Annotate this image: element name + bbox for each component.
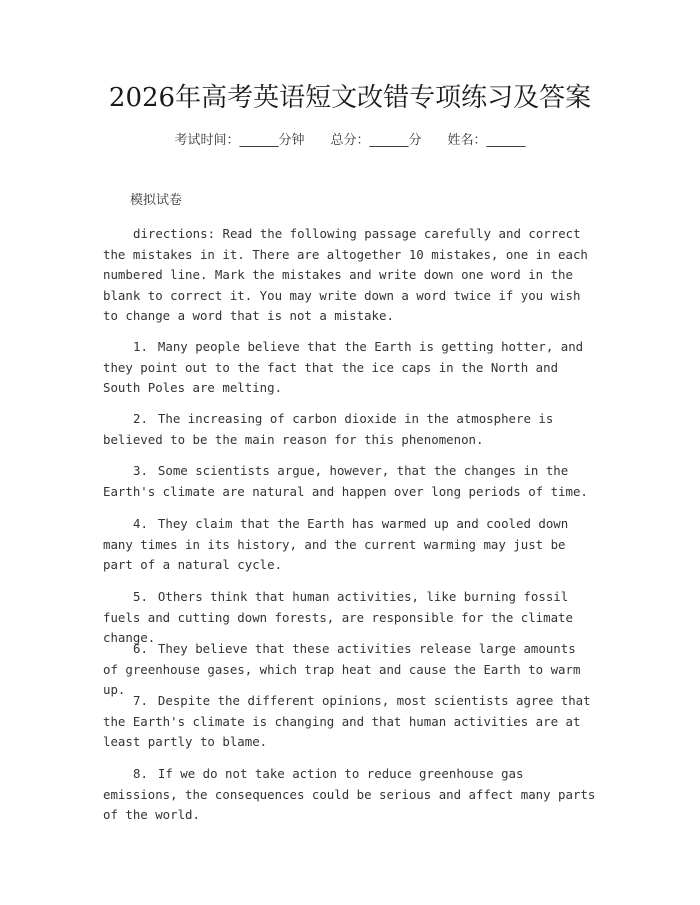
item-text: The increasing of carbon dioxide in the atmosphere is believed to be the main reason for this phenomenon. (103, 411, 554, 447)
item-number: 8. (133, 766, 148, 781)
item-text: Despite the different opinions, most scientists agree that the Earth's climate is changing and that human activities are at least partly to blame. (103, 693, 591, 749)
numbered-item (103, 691, 598, 753)
numbered-item (103, 409, 598, 450)
item-number: 4. (133, 516, 148, 531)
exam-name-label: 姓名：______ (447, 133, 526, 148)
item-text: If we do not take action to reduce greenhouse gas emissions, the consequences could be serious and affect many parts of the world. (103, 766, 596, 822)
exam-meta-line (0, 131, 700, 151)
item-number: 2. (133, 411, 148, 426)
exam-time-label: 考试时间：______分钟 (174, 133, 305, 148)
document-title: 2026年高考英语短文改错专项练习及答案 (108, 83, 592, 113)
numbered-item (103, 764, 598, 826)
numbered-item (103, 337, 598, 399)
item-number: 3. (133, 463, 148, 478)
item-text: Some scientists argue, however, that the changes in the Earth's climate are natural and happen over long periods of time. (103, 463, 588, 499)
item-number: 1. (133, 339, 148, 354)
numbered-item (103, 461, 598, 502)
exam-score-label: 总分：______分 (330, 133, 422, 148)
numbered-item (103, 514, 598, 576)
item-number: 6. (133, 641, 148, 656)
item-text: Many people believe that the Earth is getting hotter, and they point out to the fact that the ice caps in the North and South Poles are melting. (103, 339, 584, 395)
item-number: 7. (133, 693, 148, 708)
item-text: They claim that the Earth has warmed up and cooled down many times in its history, and the current warming may just be part of a natural cycle. (103, 516, 569, 572)
item-text: Others think that human activities, like burning fossil fuels and cutting down forests, are responsible for the climate change. (103, 589, 573, 645)
section-label: 模拟试卷 (130, 193, 183, 208)
directions-paragraph: directions: Read the following passage carefully and correct the mistakes in it. There are altogether 10 mistakes, one in each numbered line. Mark the mistakes and write down one word in the blank to correct it. You may write down a word twice if you wish to change a word that is not a mistake. (103, 226, 588, 323)
item-number: 5. (133, 589, 148, 604)
item-text: They believe that these activities release large amounts of greenhouse gases, which trap heat and cause the Earth to warm up. (103, 641, 581, 697)
